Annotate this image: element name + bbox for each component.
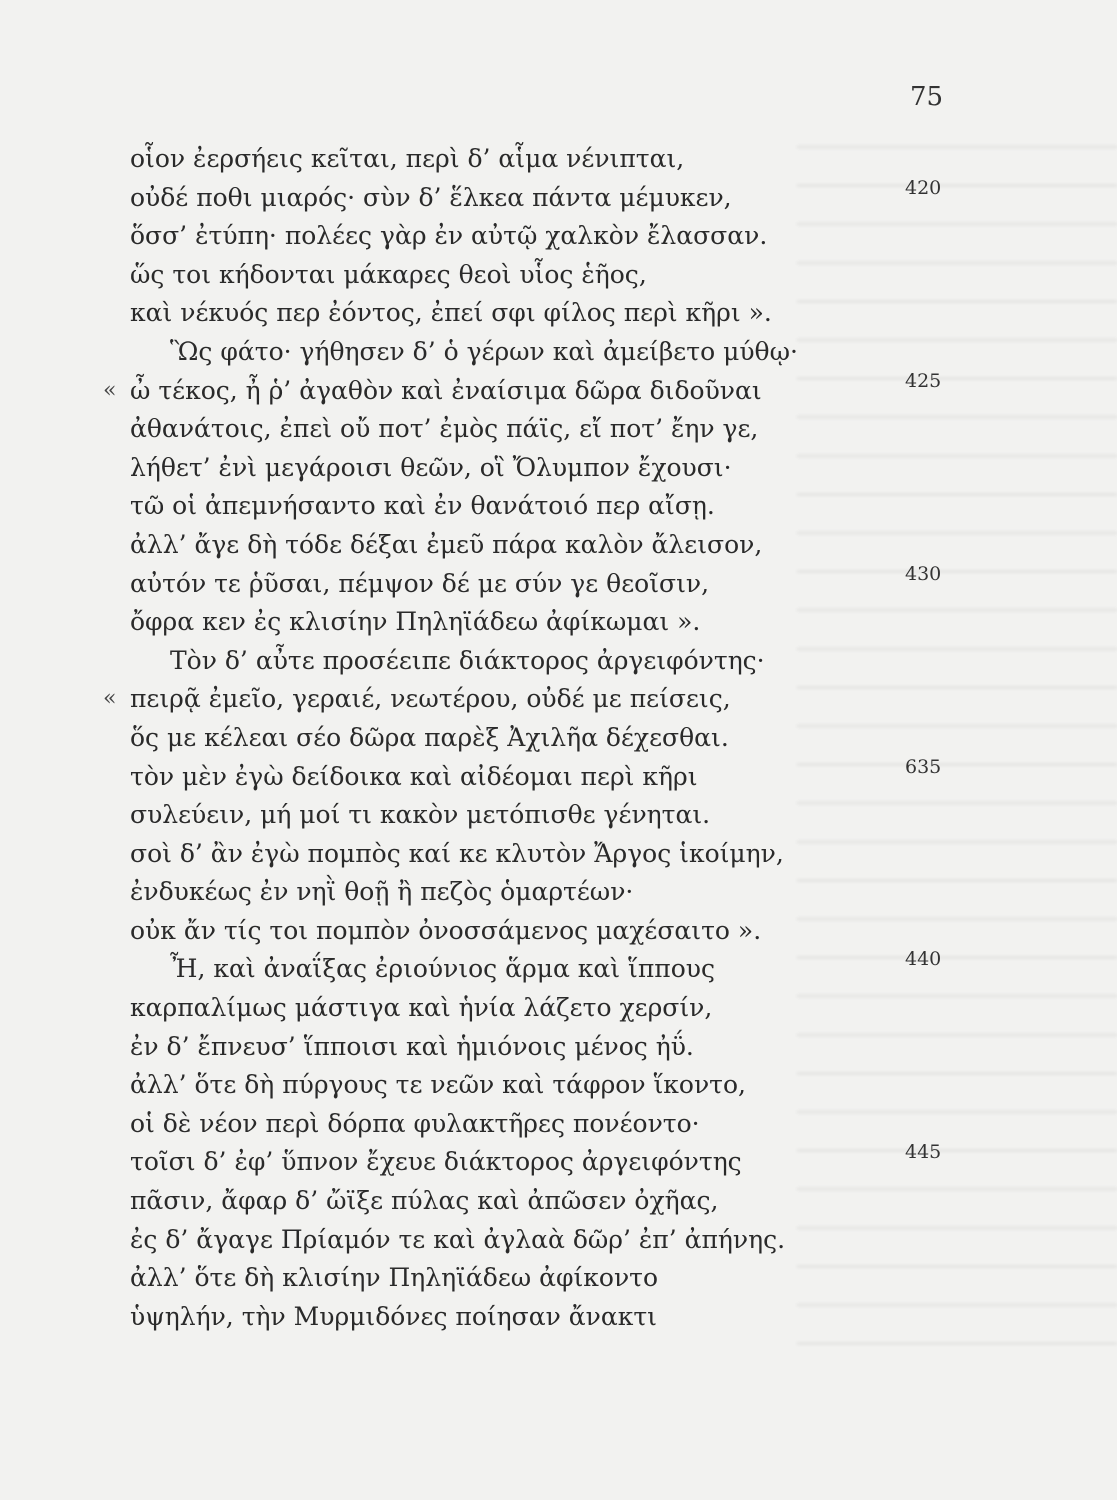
opening-quote-mark: « [103,686,117,712]
verse-line [0,642,1117,681]
verse-text: Ὣς φάτο· γήθησεν δ’ ὁ γέρων καὶ ἀμείβετο μύθῳ· [170,336,798,366]
verse-block [0,140,1117,1336]
verse-line [0,912,1117,951]
line-number: 445 [905,1141,942,1164]
verse-line [0,1105,1117,1144]
verse-text: ὥς τοι κήδονται μάκαρες θεοὶ υἷος ἑῆος, [130,259,647,289]
verse-line [0,989,1117,1028]
page-number: 75 [910,82,944,112]
verse-text: ὦ τέκος, ἦ ῥ’ ἀγαθὸν καὶ ἐναίσιμα δῶρα διδοῦναι [130,375,762,405]
verse-text: οὐδέ ποθι μιαρός· σὺν δ’ ἕλκεα πάντα μέμυκεν, [130,182,732,212]
verse-line [0,680,1117,719]
verse-line [0,1259,1117,1298]
line-number: 635 [905,755,942,778]
verse-text: ἐς δ’ ἄγαγε Πρίαμόν τε καὶ ἀγλαὰ δῶρ’ ἐπ’ ἀπήνης. [130,1224,786,1254]
verse-text: Ἦ, καὶ ἀναΐξας ἐριούνιος ἅρμα καὶ ἵππους [170,954,715,984]
verse-line [0,796,1117,835]
verse-line [0,1298,1117,1337]
verse-line [0,410,1117,449]
verse-line [0,294,1117,333]
verse-line [0,835,1117,874]
verse-line [0,256,1117,295]
verse-text: ὑψηλήν, τὴν Μυρμιδόνες ποίησαν ἄνακτι [130,1301,657,1331]
verse-line [0,719,1117,758]
verse-text: τὸν μὲν ἐγὼ δείδοικα καὶ αἰδέομαι περὶ κῆρι [130,761,698,791]
line-number: 440 [905,948,942,971]
verse-text: ἐνδυκέως ἐν νηῒ θοῇ ἢ πεζὸς ὁμαρτέων· [130,877,634,907]
verse-line [0,369,1117,411]
line-number: 420 [905,176,942,199]
line-number: 425 [905,369,942,392]
verse-line [0,526,1117,565]
verse-text: λήθετ’ ἐνὶ μεγάροισι θεῶν, οἳ Ὄλυμπον ἔχουσι· [130,452,732,482]
verse-text: Τὸν δ’ αὖτε προσέειπε διάκτορος ἀργειφόντης· [170,645,765,675]
verse-line [0,449,1117,488]
verse-text: οἷον ἐερσήεις κεῖται, περὶ δ’ αἷμα νένιπται, [130,144,685,173]
line-number: 430 [905,562,942,585]
verse-text: ἀλλ’ ὅτε δὴ πύργους τε νεῶν καὶ τάφρον ἵκοντο, [130,1070,746,1100]
verse-text: σοὶ δ’ ἂν ἐγὼ πομπὸς καί κε κλυτὸν Ἄργος ἱκοίμην, [130,838,784,868]
verse-line [0,1182,1117,1221]
verse-text: ὅσσ’ ἐτύπη· πολέες γὰρ ἐν αὐτῷ χαλκὸν ἔλασσαν. [130,221,768,251]
verse-line [0,1221,1117,1260]
verse-text: ὄφρα κεν ἐς κλισίην Πηληϊάδεω ἀφίκωμαι ». [130,607,701,637]
verse-text: ἀθανάτοις, ἐπεὶ οὔ ποτ’ ἐμὸς πάϊς, εἴ ποτ’ ἔην γε, [130,414,759,444]
verse-text: καρπαλίμως μάστιγα καὶ ἡνία λάζετο χερσίν, [130,993,713,1023]
opening-quote-mark: « [103,377,117,403]
verse-text: πᾶσιν, ἄφαρ δ’ ὤϊξε πύλας καὶ ἀπῶσεν ὀχῆας, [130,1186,719,1216]
verse-line [0,562,1117,604]
verse-text: ἀλλ’ ἄγε δὴ τόδε δέξαι ἐμεῦ πάρα καλὸν ἄλεισον, [130,529,763,559]
verse-text: καὶ νέκυός περ ἐόντος, ἐπεί σφι φίλος περὶ κῆρι ». [130,298,772,328]
verse-line [0,1143,1117,1182]
verse-text: συλεύειν, μή μοί τι κακὸν μετόπισθε γένηται. [130,800,711,830]
verse-line [0,1028,1117,1067]
verse-line [0,873,1117,912]
verse-line [0,176,1117,218]
verse-line [0,755,1117,797]
verse-line [0,140,1117,179]
verse-text: πειρᾷ ἐμεῖο, γεραιέ, νεωτέρου, οὐδέ με πείσεις, [130,684,731,714]
verse-text: τῶ οἱ ἀπεμνήσαντο καὶ ἐν θανάτοιό περ αἴσῃ. [130,491,715,521]
verse-text: ὅς με κέλεαι σέο δῶρα παρὲξ Ἀχιλῆα δέχεσθαι. [130,722,729,752]
verse-line [0,950,1117,989]
verse-text: αὐτόν τε ῥῦσαι, πέμψον δέ με σύν γε θεοῖσιν, [130,568,710,598]
verse-line [0,217,1117,256]
verse-text: οἱ δὲ νέον περὶ δόρπα φυλακτῆρες πονέοντο· [130,1108,700,1138]
verse-line [0,487,1117,526]
verse-text: τοῖσι δ’ ἐφ’ ὕπνον ἔχευε διάκτορος ἀργειφόντης [130,1147,742,1177]
verse-text: οὐκ ἄν τίς τοι πομπὸν ὀνοσσάμενος μαχέσαιτο ». [130,915,762,945]
verse-line [0,333,1117,372]
verse-text: ἀλλ’ ὅτε δὴ κλισίην Πηληϊάδεω ἀφίκοντο [130,1263,659,1293]
verse-text: ἐν δ’ ἔπνευσ’ ἵπποισι καὶ ἡμιόνοις μένος ἠΰ. [130,1031,694,1061]
verse-line [0,603,1117,642]
verse-line [0,1066,1117,1105]
